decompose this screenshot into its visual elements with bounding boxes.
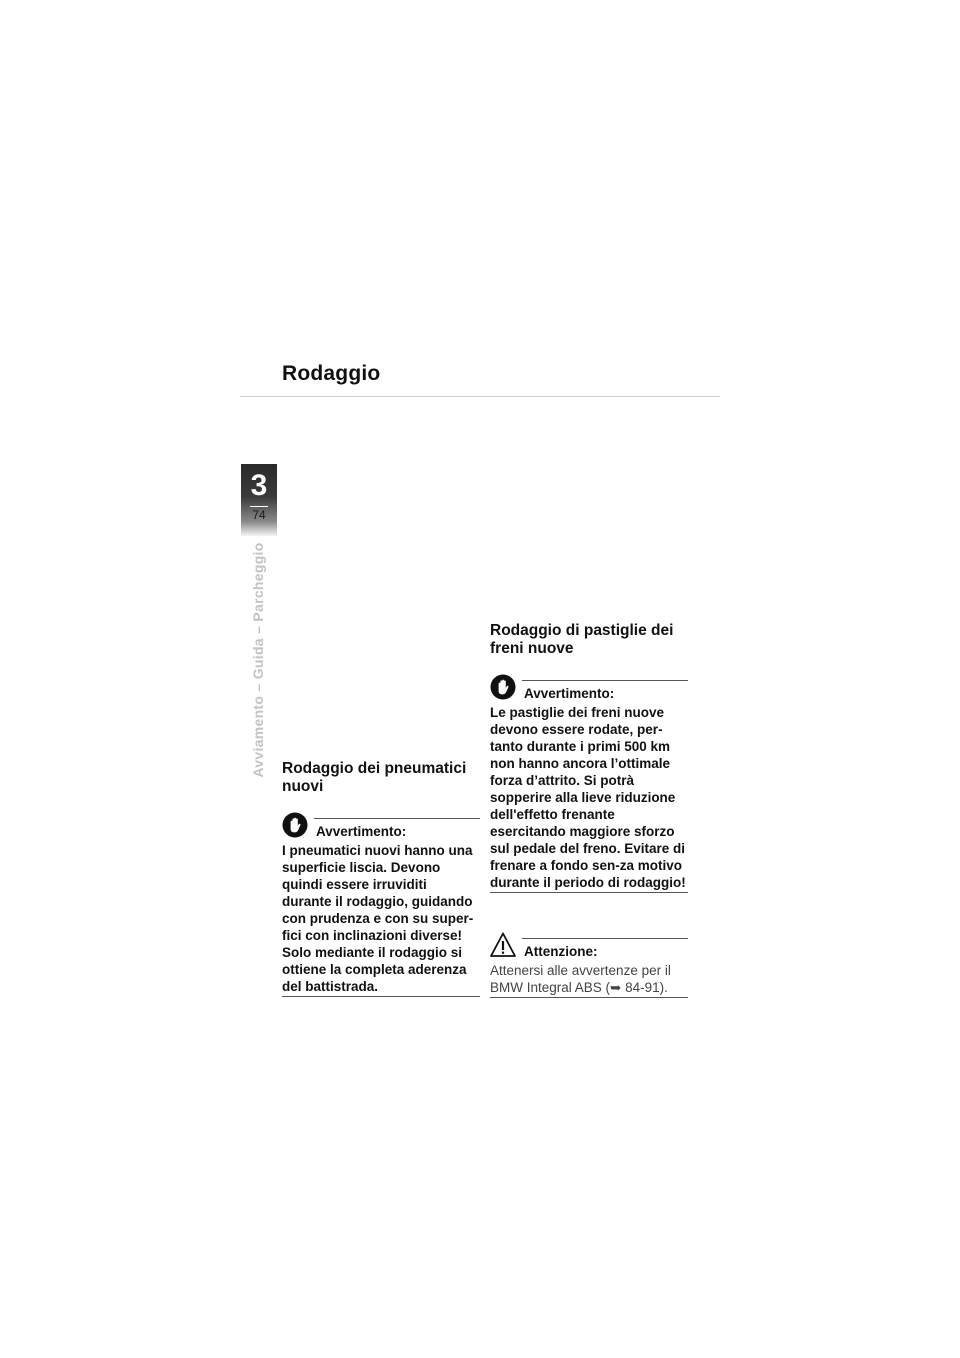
section-heading: Rodaggio di pastiglie dei freni nuove [490,622,674,657]
caution-box [490,938,688,998]
box-header [282,818,480,842]
warning-label: Avvertimento: [524,686,615,701]
box-header [490,680,688,704]
warning-text: I pneumatici nuovi hanno una superficie liscia. Devono quindi essere irruviditi durante il rodaggio, guidando con prudenza e con su super-fici con inclinazioni diverse! Solo mediante il rodaggio si ottiene la completa aderenza del battistrada. [282,843,474,994]
section-heading: Rodaggio dei pneumatici nuovi [282,760,467,795]
warning-triangle-icon [490,932,516,958]
section-tyres [282,760,480,994]
box-bottom-rule [490,997,688,998]
box-bottom-rule [490,892,688,893]
chapter-tab [241,464,277,536]
hand-stop-icon [282,812,308,838]
caution-label: Attenzione: [524,944,598,959]
page-title: Rodaggio [282,362,381,385]
hand-stop-icon [490,674,516,700]
chapter-side-label: Avviamento – Guida – Parcheggio [250,542,266,778]
box-header [490,938,688,962]
section-brakes [490,622,688,995]
page-number: 74 [252,508,266,522]
chapter-divider [250,506,268,507]
caution-text: Attenersi alle avvertenze per il BMW Integral ABS (➥ 84-91). [490,963,671,995]
warning-box [282,818,480,997]
box-bottom-rule [282,996,480,997]
chapter-number: 3 [250,469,268,502]
title-divider [240,396,720,397]
warning-box [490,680,688,893]
warning-label: Avvertimento: [316,824,407,839]
warning-text: Le pastiglie dei freni nuove devono essere rodate, per-tanto durante i primi 500 km non hanno ancora l’ottimale forza d’attrito. Si potrà sopperire alla lieve riduzione dell'effetto frenante esercitando maggiore sforzo sul pedale del freno. Evitare di frenare a fondo sen-za motivo durante il periodo di rodaggio! [490,705,686,890]
